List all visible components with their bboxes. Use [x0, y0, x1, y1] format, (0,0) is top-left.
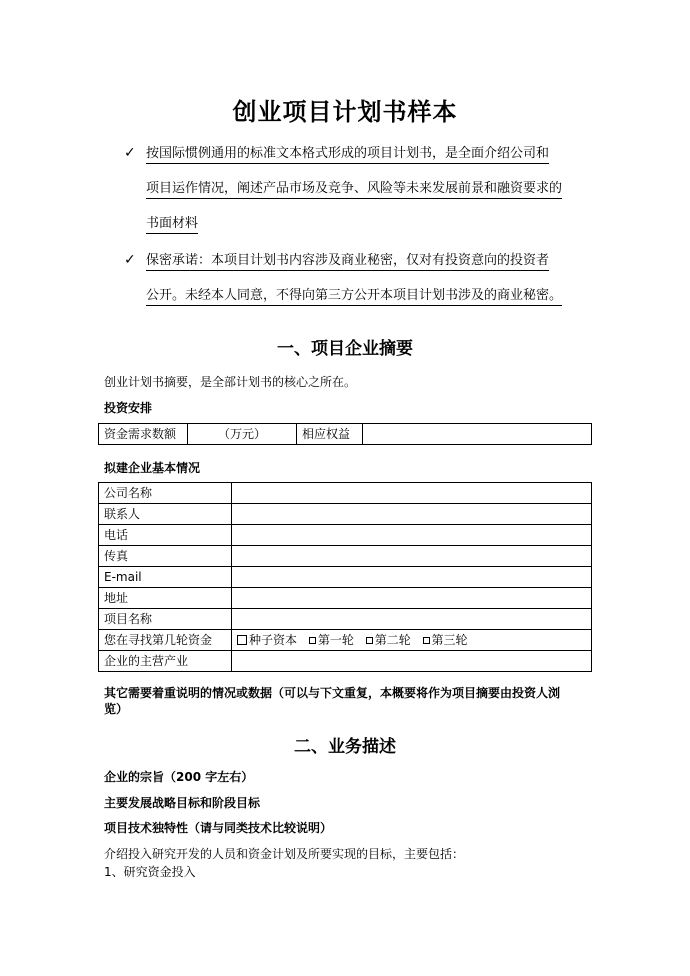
table-row	[99, 651, 592, 672]
funding-round-options	[232, 630, 592, 651]
equity-label: 相应权益	[297, 424, 363, 445]
bullet-1-line-3: 书面材料	[146, 215, 198, 234]
other-note-line-1: 其它需要着重说明的情况或数据（可以与下文重复，本概要将作为项目摘要由投资人浏	[104, 686, 561, 700]
checkmark-icon: ✓	[124, 252, 136, 268]
row-label: E-mail	[99, 567, 232, 588]
company-info-label: 拟建企业基本情况	[104, 461, 201, 475]
row-label: 公司名称	[99, 483, 232, 504]
company-info-table	[98, 482, 592, 672]
equity-cell	[363, 424, 592, 445]
checkbox-icon	[237, 635, 247, 645]
option-round-2[interactable]: 第二轮	[366, 633, 411, 647]
investment-label: 投资安排	[104, 401, 153, 415]
table-row	[99, 588, 592, 609]
strategy-item: 主要发展战略目标和阶段目标	[104, 796, 261, 810]
bullet-2-line-1: 保密承诺：本项目计划书内容涉及商业秘密，仅对有投资意向的投资者	[146, 252, 549, 271]
row-value	[232, 504, 592, 525]
document-title: 创业项目计划书样本	[232, 98, 458, 126]
row-value	[232, 483, 592, 504]
section-2-heading: 二、业务描述	[294, 737, 396, 757]
checkbox-icon	[423, 637, 430, 644]
funding-amount-cell: （万元）	[188, 424, 297, 445]
row-label: 企业的主营产业	[99, 651, 232, 672]
option-seed[interactable]: 种子资本	[237, 633, 297, 647]
bullet-2-line-2: 公开。未经本人同意，不得向第三方公开本项目计划书涉及的商业秘密。	[146, 287, 562, 306]
bullet-1-line-2: 项目运作情况，阐述产品市场及竞争、风险等未来发展前景和融资要求的	[146, 180, 562, 199]
checkbox-icon	[366, 637, 373, 644]
row-value	[232, 609, 592, 630]
table-row	[99, 424, 592, 445]
row-value	[232, 546, 592, 567]
checkbox-icon	[309, 637, 316, 644]
technology-item: 项目技术独特性（请与同类技术比较说明）	[104, 821, 333, 835]
row-value	[232, 525, 592, 546]
row-value	[232, 567, 592, 588]
row-label: 您在寻找第几轮资金	[99, 630, 232, 651]
funding-amount-label: 资金需求数额	[99, 424, 188, 445]
rd-description: 介绍投入研究开发的人员和资金计划及所要实现的目标，主要包括：	[104, 847, 465, 861]
section-1-heading: 一、项目企业摘要	[277, 339, 413, 359]
checkmark-icon: ✓	[124, 145, 136, 161]
row-label: 联系人	[99, 504, 232, 525]
row-label: 电话	[99, 525, 232, 546]
table-row	[99, 630, 592, 651]
row-label: 项目名称	[99, 609, 232, 630]
table-row	[99, 567, 592, 588]
table-row	[99, 609, 592, 630]
table-row	[99, 504, 592, 525]
investment-table	[98, 423, 592, 445]
table-row	[99, 483, 592, 504]
other-note-line-2: 览）	[104, 702, 129, 716]
list-item-1: 1、研究资金投入	[104, 865, 196, 879]
table-row	[99, 546, 592, 567]
option-round-3[interactable]: 第三轮	[423, 633, 468, 647]
summary-intro: 创业计划书摘要，是全部计划书的核心之所在。	[104, 375, 357, 389]
row-value	[232, 651, 592, 672]
row-label: 地址	[99, 588, 232, 609]
row-label: 传真	[99, 546, 232, 567]
mission-item: 企业的宗旨（200 字左右）	[104, 770, 254, 784]
row-value	[232, 588, 592, 609]
option-round-1[interactable]: 第一轮	[309, 633, 354, 647]
table-row	[99, 525, 592, 546]
bullet-1-line-1: 按国际惯例通用的标准文本格式形成的项目计划书，是全面介绍公司和	[146, 145, 549, 164]
